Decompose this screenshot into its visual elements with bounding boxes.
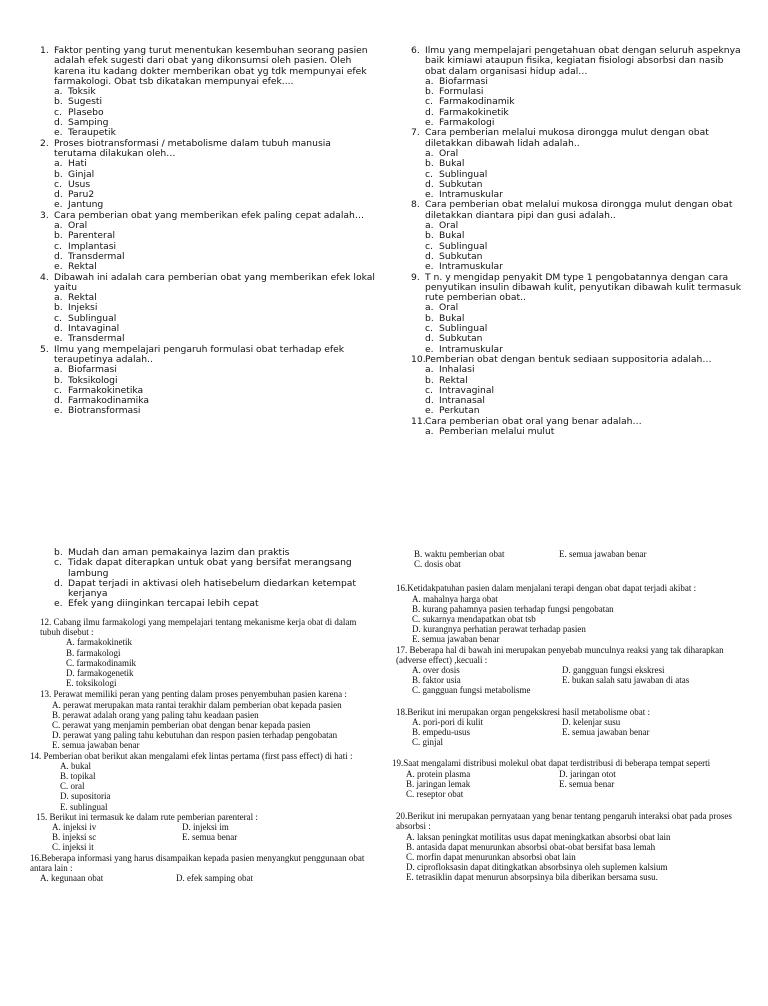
option[interactable]: E. semua jawaban benar [52, 740, 140, 751]
option-row [406, 779, 712, 789]
question-8 [411, 200, 746, 272]
option-text: Oral [439, 147, 459, 159]
options [54, 159, 375, 210]
option-text: Hati [68, 158, 87, 170]
option-text: Rektal [68, 261, 97, 273]
question-2 [40, 139, 375, 211]
question-14 [30, 751, 378, 812]
options [425, 77, 746, 128]
question-text-row [411, 273, 746, 304]
option-text: Toksikologi [68, 374, 118, 386]
question-text: 19.Saat mengalami distribusi molekul obat dapat terdistribusi di beberapa tempat seperti [392, 758, 711, 769]
option[interactable]: D. farmakogenetik [66, 668, 134, 679]
question-number: 4. [40, 271, 49, 283]
option-letter: a. [54, 364, 63, 376]
option[interactable]: D. ciprofloksasin dapat ditingkatkan absorbsinya oleh suplemen kalsium [406, 862, 668, 873]
option-row [412, 727, 712, 737]
option-letter: c. [54, 106, 62, 118]
option-text: Biotransformasi [68, 405, 141, 417]
option-row [414, 549, 704, 559]
question-text: Cara pemberian obat oral yang benar adalah… [425, 415, 642, 427]
option-row [412, 685, 712, 695]
option-text: Farmakokinetika [68, 384, 144, 396]
option[interactable] [54, 293, 375, 303]
option-row [414, 559, 704, 569]
option-row [412, 737, 712, 747]
option-letter: c. [425, 96, 433, 108]
question-number: 1. [40, 45, 49, 56]
question-16-ketidakpatuhan [396, 583, 756, 644]
options [412, 717, 712, 748]
option-text: Implantasi [68, 240, 117, 252]
question-number: 5. [40, 343, 49, 355]
option-letter: d. [425, 250, 434, 262]
question-text: Cara pemberian obat yang memberikan efek paling cepat adalah… [54, 209, 365, 221]
option[interactable]: D. jaringan otot [559, 768, 616, 779]
option-text: Sublingual [439, 168, 488, 180]
option[interactable]: B. empedu-usus [412, 727, 470, 738]
option-letter: b. [54, 547, 63, 558]
option-letter: b. [425, 312, 434, 324]
question-text: 17. Beberapa hal di bawah ini merupakan penyebab munculnya reaksi yang tak diharapkan (adverse effect) ,kecuali : [396, 644, 724, 665]
option-row [406, 789, 712, 799]
option[interactable]: A. over dosis [412, 665, 460, 676]
options [425, 221, 746, 272]
options [425, 365, 746, 416]
question-text: Cara pemberian melalui mukosa dirongga mulut dengan obat diletakkan dibawah lidah adalah.. [425, 127, 709, 149]
option-letter: c. [54, 178, 62, 190]
option-text: Rektal [68, 292, 97, 304]
option-letter: e. [425, 261, 434, 273]
option[interactable]: A. farmakokinetik [66, 637, 132, 648]
question-text: Cara pemberian obat melalui mukosa dirongga mulut dengan obat diletakkan diantara pipi dan gusi adalah.. [425, 199, 733, 221]
question-text: Pemberian obat dengan bentuk sediaan suppositoria adalah… [425, 353, 712, 365]
option-text: Inhalasi [439, 364, 475, 376]
option-text: Rektal [439, 374, 468, 386]
bottom-left-column [30, 617, 378, 883]
question-12 [30, 617, 378, 688]
option-letter: b. [425, 158, 434, 170]
question-text-row [40, 211, 375, 221]
option-row [406, 769, 712, 779]
options [40, 873, 312, 883]
option-text: Efek yang diinginkan tercapai lebih cepat [68, 598, 259, 610]
question-text: 18.Berikut ini merupakan organ pengekskresi hasil metabolisme obat : [396, 706, 651, 717]
question-number: 2. [40, 137, 49, 149]
option-text: Bukal [439, 312, 465, 324]
option-text: Teraupetik [68, 127, 116, 139]
options [425, 427, 746, 437]
option[interactable]: D. injeksi im [182, 822, 229, 833]
option-letter: d. [425, 178, 434, 190]
top-right-column [411, 46, 746, 437]
option-text: Sugesti [68, 96, 103, 108]
option-text: Mudah dan aman pemakainya lazim dan praktis [68, 547, 290, 558]
question-19 [392, 758, 756, 800]
option[interactable]: C. oral [60, 781, 85, 792]
option-text: Pemberian melalui mulut [439, 425, 555, 437]
option-letter: a. [425, 302, 434, 314]
option-letter: c. [54, 312, 62, 324]
option-text: Subkutan [439, 250, 483, 262]
option-text: Intramuskular [439, 189, 503, 201]
question-number: 9. [411, 271, 420, 283]
option-row [52, 822, 312, 832]
question-text-row [40, 273, 375, 294]
top-left-column [40, 46, 375, 417]
option-letter: a. [425, 147, 434, 159]
option-row [412, 717, 712, 727]
question-number: 10. [411, 353, 426, 365]
question-18 [396, 707, 756, 748]
question-number: 7. [411, 127, 420, 139]
option[interactable]: B. kurang pahamnya pasien terhadap fungsi pengobatan [412, 603, 614, 614]
option[interactable]: C. dosis obat [414, 559, 461, 570]
option-row [52, 842, 312, 852]
q11-continued-options [54, 548, 374, 610]
option[interactable]: B. faktor usia [412, 675, 461, 686]
option[interactable]: A. protein plasma [406, 768, 471, 779]
question-text: 15. Berikut ini termasuk ke dalam rute pemberian parenteral : [36, 811, 258, 822]
question-text: 12. Cabang ilmu farmakologi yang mempelajari tentang mekanisme kerja obat di dalam tubuh disebut : [40, 617, 357, 638]
question-text: Faktor penting yang turut menentukan kesembuhan seorang pasien adalah efek sugesti dari obat yang dikonsumsi oleh pasien. Oleh karena itu kadang dokter memberikan obat yg tdk mempunyai efek farmakologi. Obat tsb dikatakan mempunyai efek.... [54, 45, 368, 87]
question-16 [30, 853, 378, 884]
option[interactable]: B. jaringan lemak [406, 778, 471, 789]
option-text: Transdermal [68, 333, 125, 345]
option[interactable] [54, 159, 375, 169]
option-text: Oral [68, 220, 88, 232]
option-text: Farmakologi [439, 117, 495, 129]
option[interactable]: E. bukan salah satu jawaban di atas [562, 675, 690, 686]
option[interactable]: A. kegunaan obat [40, 873, 104, 884]
option[interactable]: B. farmakologi [66, 647, 121, 658]
option [182, 842, 312, 852]
option-letter: d. [425, 106, 434, 118]
option-letter: d. [54, 395, 63, 407]
option-letter: d. [425, 395, 434, 407]
option-letter: c. [425, 384, 433, 396]
question-3 [40, 211, 375, 273]
q16-continued-options [414, 549, 704, 569]
question-number: 8. [411, 199, 420, 211]
option[interactable]: E. semua jawaban benar [559, 549, 647, 559]
option-letter: a. [425, 364, 434, 376]
option[interactable]: C. ginjal [412, 737, 443, 748]
option-text: Transdermal [68, 250, 125, 262]
question-text-row [40, 46, 375, 87]
options [54, 221, 375, 272]
option-letter: a. [425, 220, 434, 232]
option-text: Intavaginal [68, 323, 120, 335]
option-letter: a. [54, 292, 63, 304]
question-text: Dibawah ini adalah cara pemberian obat yang memberikan efek lokal yaitu [54, 271, 375, 293]
option-text: Intranasal [439, 395, 485, 407]
option [562, 685, 712, 695]
option[interactable] [54, 579, 374, 600]
option-row [412, 665, 712, 675]
option-letter: c. [425, 168, 433, 180]
option-letter: c. [54, 240, 62, 252]
option-text: Ginjal [68, 168, 95, 180]
option-letter: b. [54, 96, 63, 108]
options [425, 149, 746, 200]
option-text: Subkutan [439, 333, 483, 345]
question-text: 16.Ketidakpatuhan pasien dalam menjalani terapi dengan obat dapat terjadi akibat : [396, 583, 697, 594]
option[interactable] [54, 170, 375, 180]
option-text: Subkutan [439, 178, 483, 190]
option[interactable] [54, 558, 374, 579]
options [60, 761, 378, 812]
option-text: Jantung [68, 199, 104, 211]
option-text: Bukal [439, 230, 465, 242]
option[interactable]: E. semua benar [182, 832, 238, 843]
option-letter: b. [425, 230, 434, 242]
option[interactable]: B. injeksi sc [52, 832, 97, 843]
question-text-row [411, 200, 746, 221]
option-letter: e. [54, 127, 63, 139]
option-text: Samping [68, 117, 109, 129]
option[interactable] [54, 252, 375, 262]
option[interactable]: A. perawat merupakan mata rantai terakhir dalam pemberian obat kepada pasien [52, 699, 342, 710]
question-number: 3. [40, 209, 49, 221]
option[interactable]: D. perawat yang paling tahu kebutuhan dan respon pasien terhadap pengobatan [52, 730, 338, 741]
option[interactable]: C. morfin dapat menurunkan absorbsi obat lain [406, 852, 576, 863]
options [54, 293, 375, 344]
options [66, 637, 378, 688]
option-text: Dapat terjadi in aktivasi oleh hatisebelum diedarkan ketempat kerjanya [68, 577, 357, 600]
question-number: 11. [411, 415, 426, 427]
option[interactable]: C. gangguan fungsi metabolisme [412, 685, 531, 696]
option-text: Farmakodinamika [68, 395, 150, 407]
question-text: Ilmu yang mempelajari pengaruh formulasi obat terhadap efek teraupetinya adalah.. [54, 343, 345, 365]
option[interactable]: E. toksikologi [66, 678, 117, 689]
question-text: Proses biotransformasi / metabolisme dalam tubuh manusia terutama dilakukan oleh… [54, 137, 331, 159]
option-text: Biofarmasi [68, 364, 117, 376]
option[interactable]: D. kelenjar susu [562, 716, 621, 727]
question-15 [30, 812, 378, 853]
question-5 [40, 345, 375, 417]
option-row [40, 873, 312, 883]
question-17 [396, 645, 756, 696]
option-letter: b. [425, 86, 434, 98]
option-text: Intramuskular [439, 343, 503, 355]
option-text: Sublingual [68, 312, 117, 324]
option [562, 737, 712, 747]
option [559, 789, 712, 799]
option[interactable]: B. topikal [60, 771, 96, 782]
option[interactable] [425, 149, 746, 159]
question-text-row [40, 345, 375, 366]
option[interactable]: A. laksan peningkat motilitas usus dapat meningkatkan absorbsi obat lain [406, 831, 671, 842]
option-text: Tidak dapat diterapkan untuk obat yang bersifat merangsang lambung [68, 557, 352, 579]
option-letter: b. [425, 374, 434, 386]
option-letter: e. [54, 405, 63, 417]
option-letter: e. [425, 189, 434, 201]
option[interactable] [54, 87, 375, 97]
options [52, 700, 378, 751]
option[interactable] [54, 406, 375, 416]
option-letter: e. [54, 598, 63, 610]
options [406, 769, 712, 800]
question-11 [411, 417, 746, 438]
option-text: Injeksi [68, 302, 98, 314]
question-4 [40, 273, 375, 345]
option-letter: d. [54, 117, 63, 129]
option[interactable]: B. waktu pemberian obat [414, 549, 505, 559]
question-text: Ilmu yang mempelajari pengetahuan obat dengan seluruh aspeknya baik kimiawi ataupun fisika, kegiatan fisiologi absorbsi dan nasib obat dalam organisasi hidup adal… [425, 45, 741, 77]
option-text: Parenteral [68, 230, 116, 242]
option[interactable]: E. semua jawaban benar [562, 727, 650, 738]
option-letter: a. [425, 425, 434, 437]
option-text: Biofarmasi [439, 75, 488, 87]
option[interactable]: B. perawat adalah orang yang paling tahu keadaan pasien [52, 709, 259, 720]
option[interactable]: B. antasida dapat menurunkan absorbsi obat-obat bersifat basa lemah [406, 841, 656, 852]
option-text: Plasebo [68, 106, 104, 118]
option[interactable]: A. bukal [60, 760, 91, 771]
option[interactable]: A. pori-pori di kulit [412, 716, 483, 727]
question-9 [411, 273, 746, 355]
option-letter: d. [54, 577, 63, 589]
question-text-row [411, 128, 746, 149]
option-letter: e. [54, 333, 63, 345]
question-text: 13. Perawat memiliki peran yang penting dalam proses penyembuhan pasien karena : [40, 689, 347, 700]
option-letter: a. [54, 158, 63, 170]
option[interactable]: C. perawat yang menjamin pemberian obat dengan benar kepada pasien [52, 720, 311, 731]
options [412, 665, 712, 696]
option-letter: d. [54, 189, 63, 201]
option[interactable]: D. kurangnya perhatian perawat terhadap pasien [412, 624, 586, 635]
option [559, 559, 704, 569]
option[interactable]: E. semua jawaban benar [412, 634, 500, 645]
option-letter: e. [54, 261, 63, 273]
option[interactable]: C. reseptor obat [406, 789, 464, 800]
option-text: Farmakodinamik [439, 96, 515, 108]
question-text: T n. y mengidap penyakit DM type 1 pengobatannya dengan cara penyutikan insulin dibawah kulit, penyutikan dibawah kulit termasuk rute pemberian obat.. [425, 271, 742, 304]
question-1 [40, 46, 375, 139]
question-20 [396, 811, 756, 882]
options [54, 87, 375, 138]
option[interactable] [425, 303, 746, 313]
option[interactable]: E. semua benar [559, 778, 615, 789]
option[interactable]: C. sukarnya mendapatkan obat tsb [412, 614, 536, 625]
option-letter: a. [54, 220, 63, 232]
options [406, 832, 756, 883]
question-number: 6. [411, 45, 420, 56]
option[interactable] [425, 365, 746, 375]
option-letter: b. [54, 230, 63, 242]
option-text: Oral [439, 302, 459, 314]
question-text: 16.Beberapa informasi yang harus disampaikan kepada pasien menyangkut penggunaan obat antara lain : [30, 852, 365, 873]
option[interactable]: D. efek samping obat [176, 873, 253, 884]
option-text: Oral [439, 220, 459, 232]
option-row [52, 832, 312, 842]
option-letter: c. [54, 557, 62, 569]
option-text: Intravaginal [439, 384, 494, 396]
question-7 [411, 128, 746, 200]
option-letter: c. [425, 240, 433, 252]
option[interactable]: A. injeksi iv [52, 822, 97, 833]
question-10 [411, 355, 746, 417]
question-6 [411, 46, 746, 128]
question-text: 14. Pemberian obat berikut akan mengalami efek lintas pertama (first pass effect) di hati : [30, 750, 353, 761]
option-letter: b. [54, 168, 63, 180]
option-letter: e. [54, 199, 63, 211]
option[interactable]: E. sublingual [60, 801, 108, 812]
option-text: Bukal [439, 158, 465, 170]
option[interactable]: D. supositoria [60, 791, 111, 802]
question-text-row [411, 46, 746, 77]
question-13 [30, 689, 378, 750]
option-text: Usus [68, 178, 91, 190]
option-letter: e. [425, 405, 434, 417]
question-text-row [40, 139, 375, 160]
bottom-right-column [392, 549, 756, 883]
option-letter: b. [54, 302, 63, 314]
option[interactable]: A. mahalnya harga obat [412, 593, 498, 604]
option[interactable]: D. gangguan fungsi ekskresi [562, 665, 665, 676]
option-text: Farmakokinetik [439, 106, 509, 118]
option-letter: e. [425, 117, 434, 129]
option-text: Paru2 [68, 189, 95, 201]
option[interactable] [54, 599, 374, 609]
option-row [412, 675, 712, 685]
option[interactable] [425, 221, 746, 231]
option-letter: d. [425, 333, 434, 345]
option-letter: d. [54, 323, 63, 335]
option-letter: d. [54, 250, 63, 262]
option[interactable] [54, 180, 375, 190]
option-text: Formulasi [439, 86, 484, 98]
option[interactable]: C. farmakodinamik [66, 657, 136, 668]
option-text: Sublingual [439, 323, 488, 335]
options [52, 822, 312, 853]
options [412, 594, 756, 645]
option-text: Sublingual [439, 240, 488, 252]
option[interactable] [425, 427, 746, 437]
options [425, 303, 746, 354]
option-text: Perkutan [439, 405, 480, 417]
option-text: Toksik [68, 86, 96, 98]
options [54, 365, 375, 416]
question-text: 20.Berikut ini merupakan pernyataan yang benar tentang pengaruh interaksi obat pada proses absorbsi : [396, 811, 732, 832]
option[interactable]: C. injeksi it [52, 842, 94, 853]
option-letter: a. [54, 86, 63, 98]
option-letter: c. [54, 384, 62, 396]
option[interactable]: E. tetrasiklin dapat menurun absorpsinya bila diberikan bersama susu. [406, 872, 658, 883]
option-letter: b. [54, 374, 63, 386]
option-text: Intramuskular [439, 261, 503, 273]
option-letter: c. [425, 323, 433, 335]
option-letter: e. [425, 343, 434, 355]
option-letter: a. [425, 75, 434, 87]
